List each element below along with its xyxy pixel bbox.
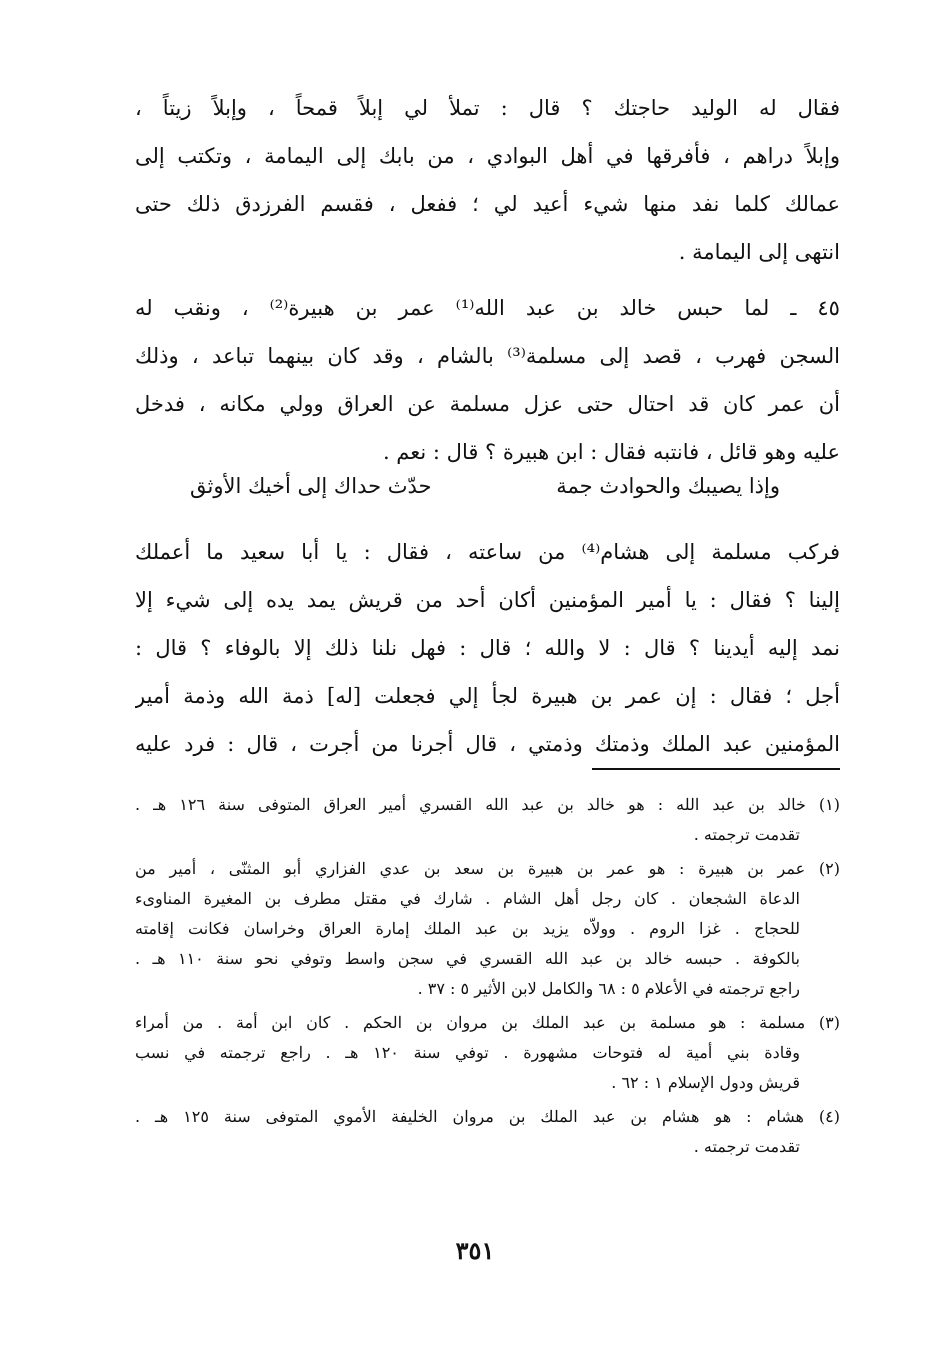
footnote-line: للحجاج . غزا الروم . وولاّه يزيد بن عبد الملك إمارة العراق وخراسان فكانت إقامته [135,919,800,938]
paragraph-1 [135,84,840,276]
footnotes [135,790,840,1166]
text-line: ٤٥ ـ لما حبس خالد بن عبد الله⁽¹⁾ عمر بن هبيرة⁽²⁾ ، ونقب له [135,296,840,320]
footnote-2 [135,854,840,1004]
footnote-line: بالكوفة . حبسه خالد بن عبد الله القسري في سجن واسط وتوفي نحو سنة ١١٠ هـ . [135,949,800,968]
footnote-3 [135,1008,840,1098]
footnote-line: وقادة بني أمية له فتوحات مشهورة . توفي سنة ١٢٠ هـ . راجع ترجمته في نسب [135,1043,800,1062]
paragraph-3 [135,528,840,768]
footnote-line: (٣) مسلمة : هو مسلمة بن عبد الملك بن مروان بن الحكم . كان ابن أمة . من أمراء [135,1013,840,1032]
footnote-line: (١) خالد بن عبد الله : هو خالد بن عبد الله القسري أمير العراق المتوفى سنة ١٢٦ هـ . [135,795,840,814]
text-line: وإبلاً دراهم ، فأفرقها في أهل البوادي ، من بابك إلى اليمامة ، وتكتب إلى [135,144,840,168]
text-line: عليه وهو قائل ، فانتبه فقال : ابن هبيرة ؟ قال : نعم . [382,440,840,464]
text-line: نمد إليه أيدينا ؟ قال : لا والله ؛ قال : فهل نلنا ذلك إلا بالوفاء ؟ قال : [135,636,840,660]
footnote-line: تقدمت ترجمته . [693,825,800,844]
paragraph-2 [135,284,840,476]
verse-second-hemistich: حدّث حداك إلى أخيك الأوثق [190,474,432,498]
page-number: ٣٥١ [455,1236,495,1265]
footnote-line: الدعاة الشجعان . كان رجل أهل الشام . شارك في مقتل مطرف بن المغيرة المناوىء [135,889,800,908]
footnote-line: راجع ترجمته في الأعلام ٥ : ٦٨ والكامل لابن الأثير ٥ : ٣٧ . [417,979,800,998]
footnote-line: (٢) عمر بن هبيرة : هو عمر بن هبيرة بن سعد بن عدي الفزاري أبو المثنّى ، أمير من [135,859,840,878]
text-line: المؤمنين عبد الملك وذمتك وذمتي ، قال أجرنا من أجرت ، قال : فرد عليه [135,732,840,756]
text-line: فركب مسلمة إلى هشام⁽⁴⁾ من ساعته ، فقال : يا أبا سعيد ما أعملك [135,540,840,564]
text-line: إلينا ؟ فقال : يا أمير المؤمنين أكان أحد من قريش يمد يده إلى شيء إلا [135,588,840,612]
footnote-line: تقدمت ترجمته . [693,1137,800,1156]
poetry-verse [190,462,780,510]
text-line: أن عمر كان قد احتال حتى عزل مسلمة عن العراق وولي مكانه ، فدخل [135,392,840,416]
footnote-1 [135,790,840,850]
footnote-line: (٤) هشام : هو هشام بن عبد الملك بن مروان الخليفة الأموي المتوفى سنة ١٢٥ هـ . [135,1107,840,1126]
text-line: انتهى إلى اليمامة . [678,240,840,264]
verse-first-hemistich: وإذا يصيبك والحوادث جمة [556,474,780,498]
footnote-separator [592,768,840,770]
text-line: أجل ؛ فقال : إن عمر بن هبيرة لجأ إلي فجعلت [له] ذمة الله وذمة أمير [135,684,840,708]
text-line: السجن فهرب ، قصد إلى مسلمة⁽³⁾ بالشام ، وقد كان بينهما تباعد ، وذلك [135,344,840,368]
text-line: عمالك كلما نفد منها شيء أعيد لي ؛ ففعل ، فقسم الفرزدق ذلك حتى [135,192,840,216]
text-line: فقال له الوليد حاجتك ؟ قال : تملأ لي إبلاً قمحاً ، وإبلاً زيتاً ، [135,96,840,120]
footnote-line: قريش ودول الإسلام ١ : ٦٢ . [611,1073,800,1092]
footnote-4 [135,1102,840,1162]
